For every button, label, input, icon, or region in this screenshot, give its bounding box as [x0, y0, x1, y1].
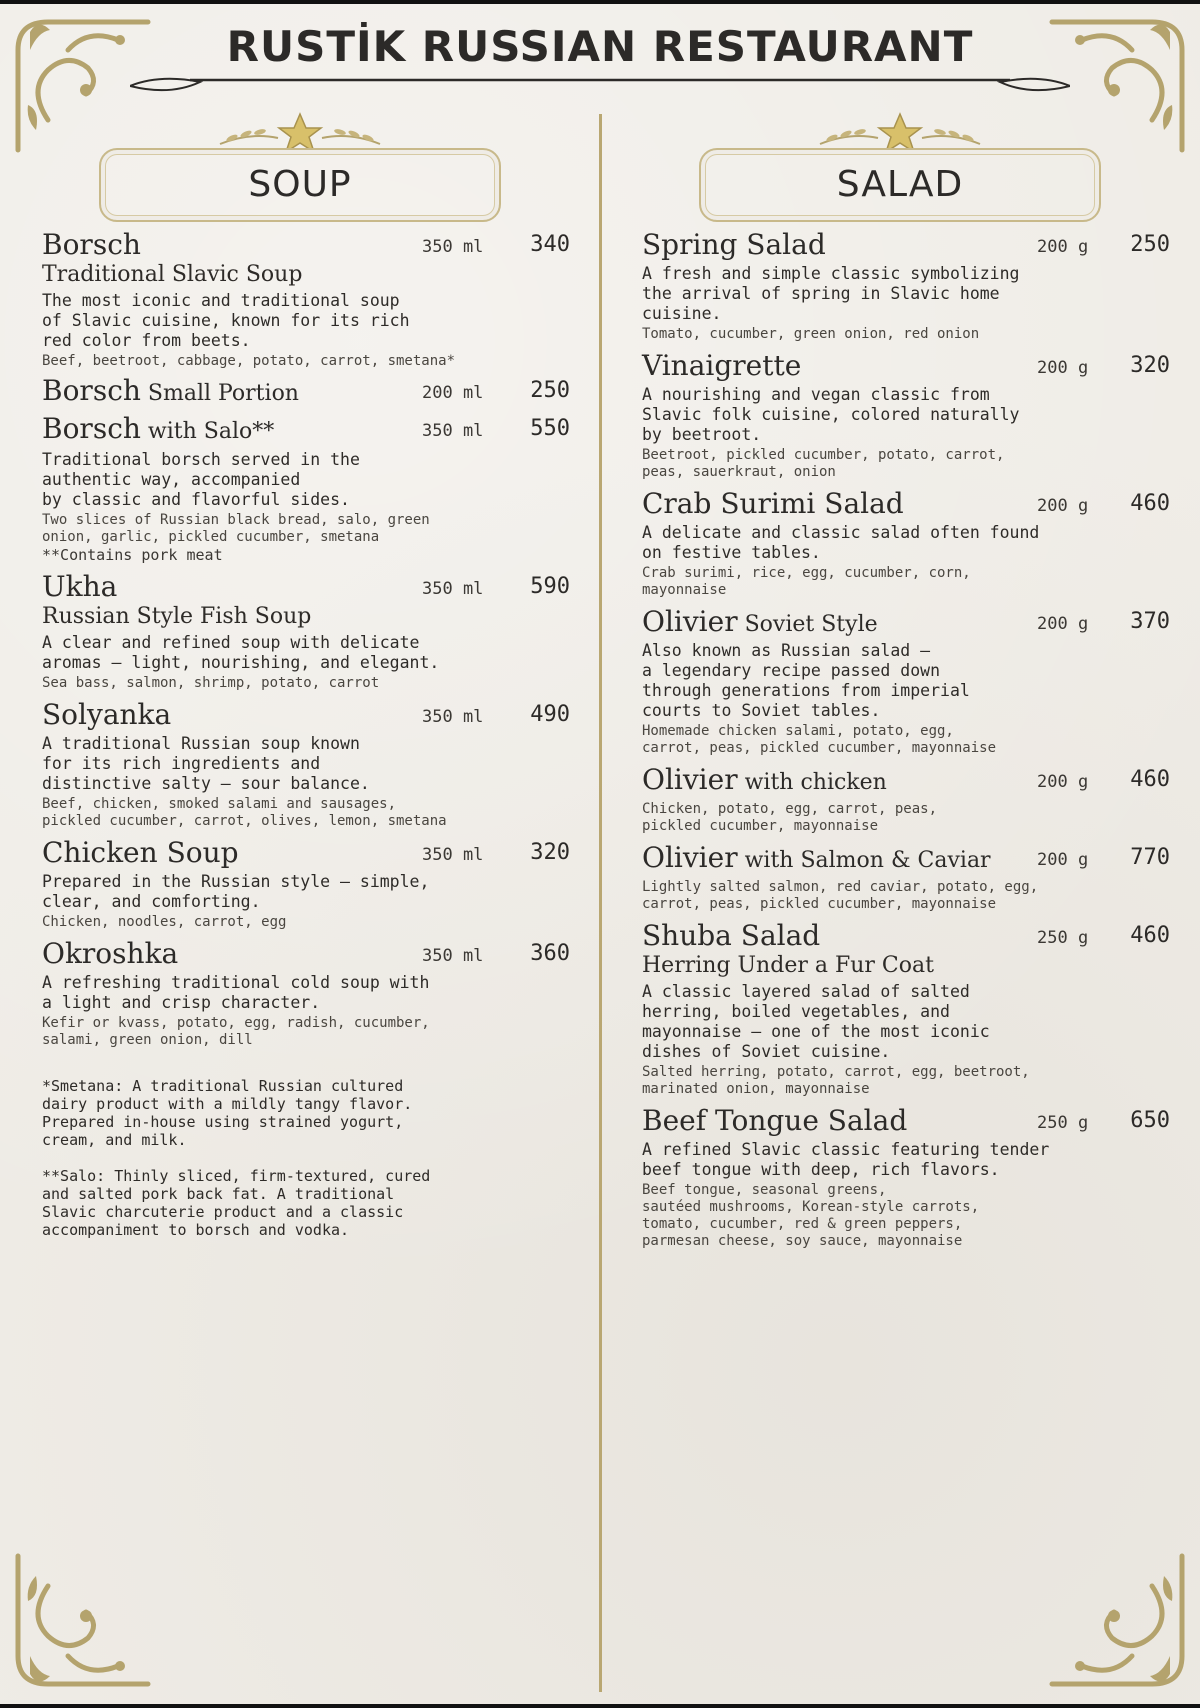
item-description: A refreshing traditional cold soup with a light and crisp character. [42, 973, 430, 1012]
item-name: Spring Salad [642, 228, 826, 261]
item-ingredients: Two slices of Russian black bread, salo, green onion, garlic, pickled cucumber, smetana [42, 512, 430, 545]
item-price: 460 [1130, 767, 1170, 792]
item-quantity: 350 ml [422, 579, 484, 599]
item-quantity: 200 g [1037, 850, 1089, 870]
item-ingredients: Sea bass, salmon, shrimp, potato, carrot [42, 675, 380, 691]
item-name-main: Borsch [42, 374, 141, 407]
item-description: A refined Slavic classic featuring tender beef tongue with deep, rich flavors. [642, 1140, 1050, 1179]
item-name-variant: with Salo** [140, 419, 275, 444]
top-border [0, 0, 1200, 4]
item-name-main: Olivier [642, 841, 738, 874]
menu-item-olivier-salmon-caviar [642, 841, 1170, 913]
item-name-variant: Soviet Style [737, 612, 878, 637]
item-ingredients: Tomato, cucumber, green onion, red onion [642, 326, 980, 342]
item-description: A nourishing and vegan classic from Slavic folk cuisine, colored naturally by beetroot. [642, 385, 1020, 444]
item-quantity: 350 ml [422, 707, 484, 727]
item-quantity: 350 ml [422, 946, 484, 966]
menu-item-borsch-small [42, 374, 570, 410]
title-underline-icon [130, 74, 1070, 102]
item-subtitle: Traditional Slavic Soup [42, 262, 303, 287]
column-divider [599, 114, 602, 1692]
item-name: Ukha [42, 570, 118, 603]
item-price: 550 [530, 416, 570, 441]
item-name-variant: Small Portion [140, 381, 299, 406]
item-quantity: 350 ml [422, 237, 484, 257]
item-price: 360 [530, 941, 570, 966]
menu-item-borsch [42, 228, 570, 370]
item-quantity: 200 ml [422, 383, 484, 403]
salad-section-header [699, 110, 1101, 220]
item-name: Vinaigrette [642, 349, 802, 382]
item-price: 590 [530, 574, 570, 599]
menu-item-olivier-soviet [642, 605, 1170, 757]
item-name: Okroshka [42, 937, 179, 970]
item-description: A delicate and classic salad often found on festive tables. [642, 523, 1040, 562]
item-name-main: Olivier [642, 605, 738, 638]
item-name: Chicken Soup [42, 836, 239, 869]
item-description: A fresh and simple classic symbolizing the arrival of spring in Slavic home cuisine. [642, 264, 1020, 323]
item-ingredients: Chicken, noodles, carrot, egg [42, 914, 287, 930]
item-price: 370 [1130, 609, 1170, 634]
menu-item-ukha [42, 570, 570, 692]
item-quantity: 200 g [1037, 496, 1089, 516]
salad-column [642, 228, 1170, 1250]
item-price: 320 [530, 840, 570, 865]
menu-item-olivier-chicken [642, 763, 1170, 835]
menu-item-chicken-soup [42, 836, 570, 931]
item-ingredients: Lightly salted salmon, red caviar, potato, egg, carrot, peas, pickled cucumber, mayonnaise [642, 879, 1039, 912]
item-price: 650 [1130, 1108, 1170, 1133]
item-description: A clear and refined soup with delicate aromas – light, nourishing, and elegant. [42, 633, 440, 672]
item-price: 320 [1130, 353, 1170, 378]
item-description: Prepared in the Russian style – simple, clear, and comforting. [42, 872, 430, 911]
item-quantity: 200 g [1037, 614, 1089, 634]
soup-column [42, 228, 570, 1239]
item-quantity: 250 g [1037, 1113, 1089, 1133]
item-name: Beef Tongue Salad [642, 1104, 908, 1137]
soup-section-header [99, 110, 501, 220]
menu-item-spring-salad [642, 228, 1170, 343]
menu-item-okroshka [42, 937, 570, 1049]
item-ingredients: Crab surimi, rice, egg, cucumber, corn, mayonnaise [642, 565, 971, 598]
item-name: Borsch [42, 228, 141, 261]
item-name: Solyanka [42, 698, 172, 731]
item-price: 460 [1130, 491, 1170, 516]
item-quantity: 200 g [1037, 358, 1089, 378]
item-name: Crab Surimi Salad [642, 487, 904, 520]
footnote-salo: **Salo: Thinly sliced, firm-textured, cured and salted pork back fat. A traditional Slavic charcuterie product and a classic accompaniment to borsch and vodka. [42, 1167, 431, 1239]
restaurant-title: RUSTİK RUSSIAN RESTAURANT [226, 22, 974, 71]
item-quantity: 200 g [1037, 237, 1089, 257]
item-quantity: 350 ml [422, 421, 484, 441]
item-ingredients: Chicken, potato, egg, carrot, peas, pickled cucumber, mayonnaise [642, 801, 938, 834]
item-name: Shuba Salad [642, 919, 821, 952]
item-quantity: 250 g [1037, 928, 1089, 948]
soup-heading: SOUP [248, 164, 352, 205]
item-ingredients: Beef, beetroot, cabbage, potato, carrot, smetana* [42, 353, 456, 369]
menu-item-crab-surimi-salad [642, 487, 1170, 599]
item-name [642, 841, 991, 874]
item-subtitle: Russian Style Fish Soup [42, 604, 312, 629]
item-price: 250 [1130, 232, 1170, 257]
item-ingredients: Beef tongue, seasonal greens, sautéed mushrooms, Korean-style carrots, tomato, cucumber, red & green peppers, parmesan cheese, soy sauce, mayonnaise [642, 1182, 980, 1249]
item-name [642, 605, 878, 638]
menu-item-shuba-salad [642, 919, 1170, 1098]
item-price: 460 [1130, 923, 1170, 948]
item-quantity: 200 g [1037, 772, 1089, 792]
item-ingredients: Beetroot, pickled cucumber, potato, carrot, peas, sauerkraut, onion [642, 447, 1005, 480]
bottom-border [0, 1704, 1200, 1708]
item-note: **Contains pork meat [42, 546, 223, 564]
item-price: 770 [1130, 845, 1170, 870]
item-price: 250 [530, 378, 570, 403]
corner-ornament-icon [1042, 1546, 1192, 1696]
item-description: A classic layered salad of salted herring, boiled vegetables, and mayonnaise — one of the most iconic dishes of Soviet cuisine. [642, 982, 990, 1061]
item-description: Also known as Russian salad — a legendary recipe passed down through generations from imperial courts to Soviet tables. [642, 641, 970, 720]
item-name-main: Borsch [42, 412, 141, 445]
corner-ornament-icon [8, 1546, 158, 1696]
item-description: The most iconic and traditional soup of Slavic cuisine, known for its rich red color from beets. [42, 291, 410, 350]
item-name-variant: with Salmon & Caviar [737, 848, 991, 873]
item-ingredients: Beef, chicken, smoked salami and sausages, pickled cucumber, carrot, olives, lemon, smetana [42, 796, 447, 829]
item-description: A traditional Russian soup known for its rich ingredients and distinctive salty – sour balance. [42, 734, 370, 793]
salad-heading: SALAD [836, 164, 964, 205]
item-name-variant: with chicken [737, 770, 887, 795]
item-price: 340 [530, 232, 570, 257]
item-quantity: 350 ml [422, 845, 484, 865]
item-subtitle: Herring Under a Fur Coat [642, 953, 934, 978]
footnote-smetana: *Smetana: A traditional Russian cultured dairy product with a mildly tangy flavor. Prepared in-house using strained yogurt, cream, and milk. [42, 1077, 413, 1149]
item-ingredients: Salted herring, potato, carrot, egg, beetroot, marinated onion, mayonnaise [642, 1064, 1030, 1097]
item-ingredients: Homemade chicken salami, potato, egg, carrot, peas, pickled cucumber, mayonnaise [642, 723, 997, 756]
menu-item-vinaigrette [642, 349, 1170, 481]
item-ingredients: Kefir or kvass, potato, egg, radish, cucumber, salami, green onion, dill [42, 1015, 430, 1048]
item-name [42, 374, 299, 407]
menu-item-beef-tongue-salad [642, 1104, 1170, 1250]
item-name [642, 763, 887, 796]
item-price: 490 [530, 702, 570, 727]
item-name [42, 412, 274, 445]
menu-item-solyanka [42, 698, 570, 830]
menu-item-borsch-salo [42, 412, 570, 564]
item-description: Traditional borsch served in the authentic way, accompanied by classic and flavorful sides. [42, 450, 360, 509]
item-name-main: Olivier [642, 763, 738, 796]
